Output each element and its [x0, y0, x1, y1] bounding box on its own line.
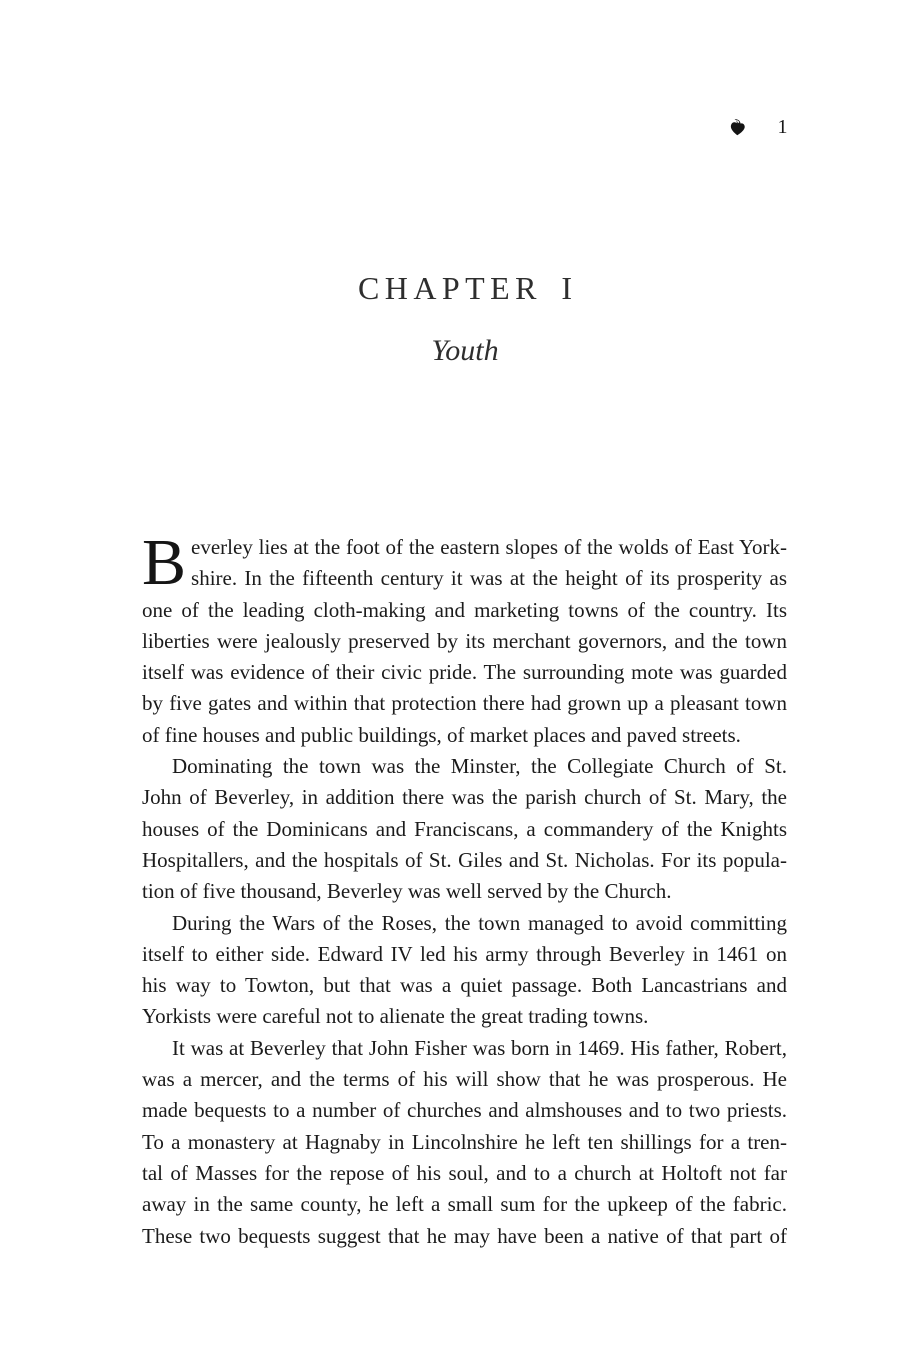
text-line: During the Wars of the Roses, the town managed to avoid committing — [172, 910, 787, 935]
text-line: shire. In the fifteenth century it was at the height of its prosperity as — [191, 566, 787, 591]
text-line: one of the leading cloth-making and marketing towns of the country. Its — [142, 597, 787, 622]
text-line: liberties were jealously preserved by its merchant governors, and the town — [142, 628, 787, 653]
text-line: itself was evidence of their civic pride. The surrounding mote was guarded — [142, 660, 787, 685]
running-header — [142, 116, 788, 138]
text-line: by five gates and within that protection there had grown up a pleasant town — [142, 691, 787, 716]
body-text — [142, 526, 787, 1252]
chapter-subtitle: Youth — [431, 334, 499, 367]
text-line: These two bequests suggest that he may have been a native of that part of — [142, 1223, 787, 1248]
text-line: itself to either side. Edward IV led his army through Beverley in 1461 on — [142, 941, 787, 966]
paragraph — [142, 908, 787, 1033]
text-line: made bequests to a number of churches and almshouses and to two priests. — [142, 1098, 787, 1123]
paragraph — [142, 526, 787, 751]
chapter-heading: CHAPTER I — [358, 270, 578, 306]
text-line: of fine houses and public buildings, of market places and paved streets. — [142, 722, 741, 747]
drop-cap: B — [142, 526, 187, 599]
text-line: was a mercer, and the terms of his will show that he was prosperous. He — [142, 1067, 787, 1092]
fleuron-icon — [730, 119, 745, 136]
paragraph — [142, 751, 787, 907]
text-line: To a monastery at Hagnaby in Lincolnshire he left ten shillings for a tren- — [142, 1129, 787, 1154]
text-line: Yorkists were careful not to alienate the great trading towns. — [142, 1004, 649, 1029]
text-line: everley lies at the foot of the eastern slopes of the wolds of East York- — [191, 535, 787, 559]
paragraph — [142, 1033, 787, 1252]
text-line: away in the same county, he left a small sum for the upkeep of the fabric. — [142, 1192, 787, 1217]
page-number: 1 — [777, 116, 788, 138]
text-line: his way to Towton, but that was a quiet passage. Both Lancastrians and — [142, 973, 787, 998]
text-line: It was at Beverley that John Fisher was born in 1469. His father, Robert, — [172, 1035, 787, 1060]
text-line: tion of five thousand, Beverley was well served by the Church. — [142, 879, 672, 904]
text-line: Dominating the town was the Minster, the Collegiate Church of St. — [172, 754, 787, 779]
text-line: Hospitallers, and the hospitals of St. Giles and St. Nicholas. For its popula- — [142, 847, 787, 872]
text-line: houses of the Dominicans and Franciscans, a commandery of the Knights — [142, 816, 787, 841]
text-line: tal of Masses for the repose of his soul, and to a church at Holtoft not far — [142, 1160, 787, 1185]
text-line: John of Beverley, in addition there was the parish church of St. Mary, the — [142, 785, 787, 810]
